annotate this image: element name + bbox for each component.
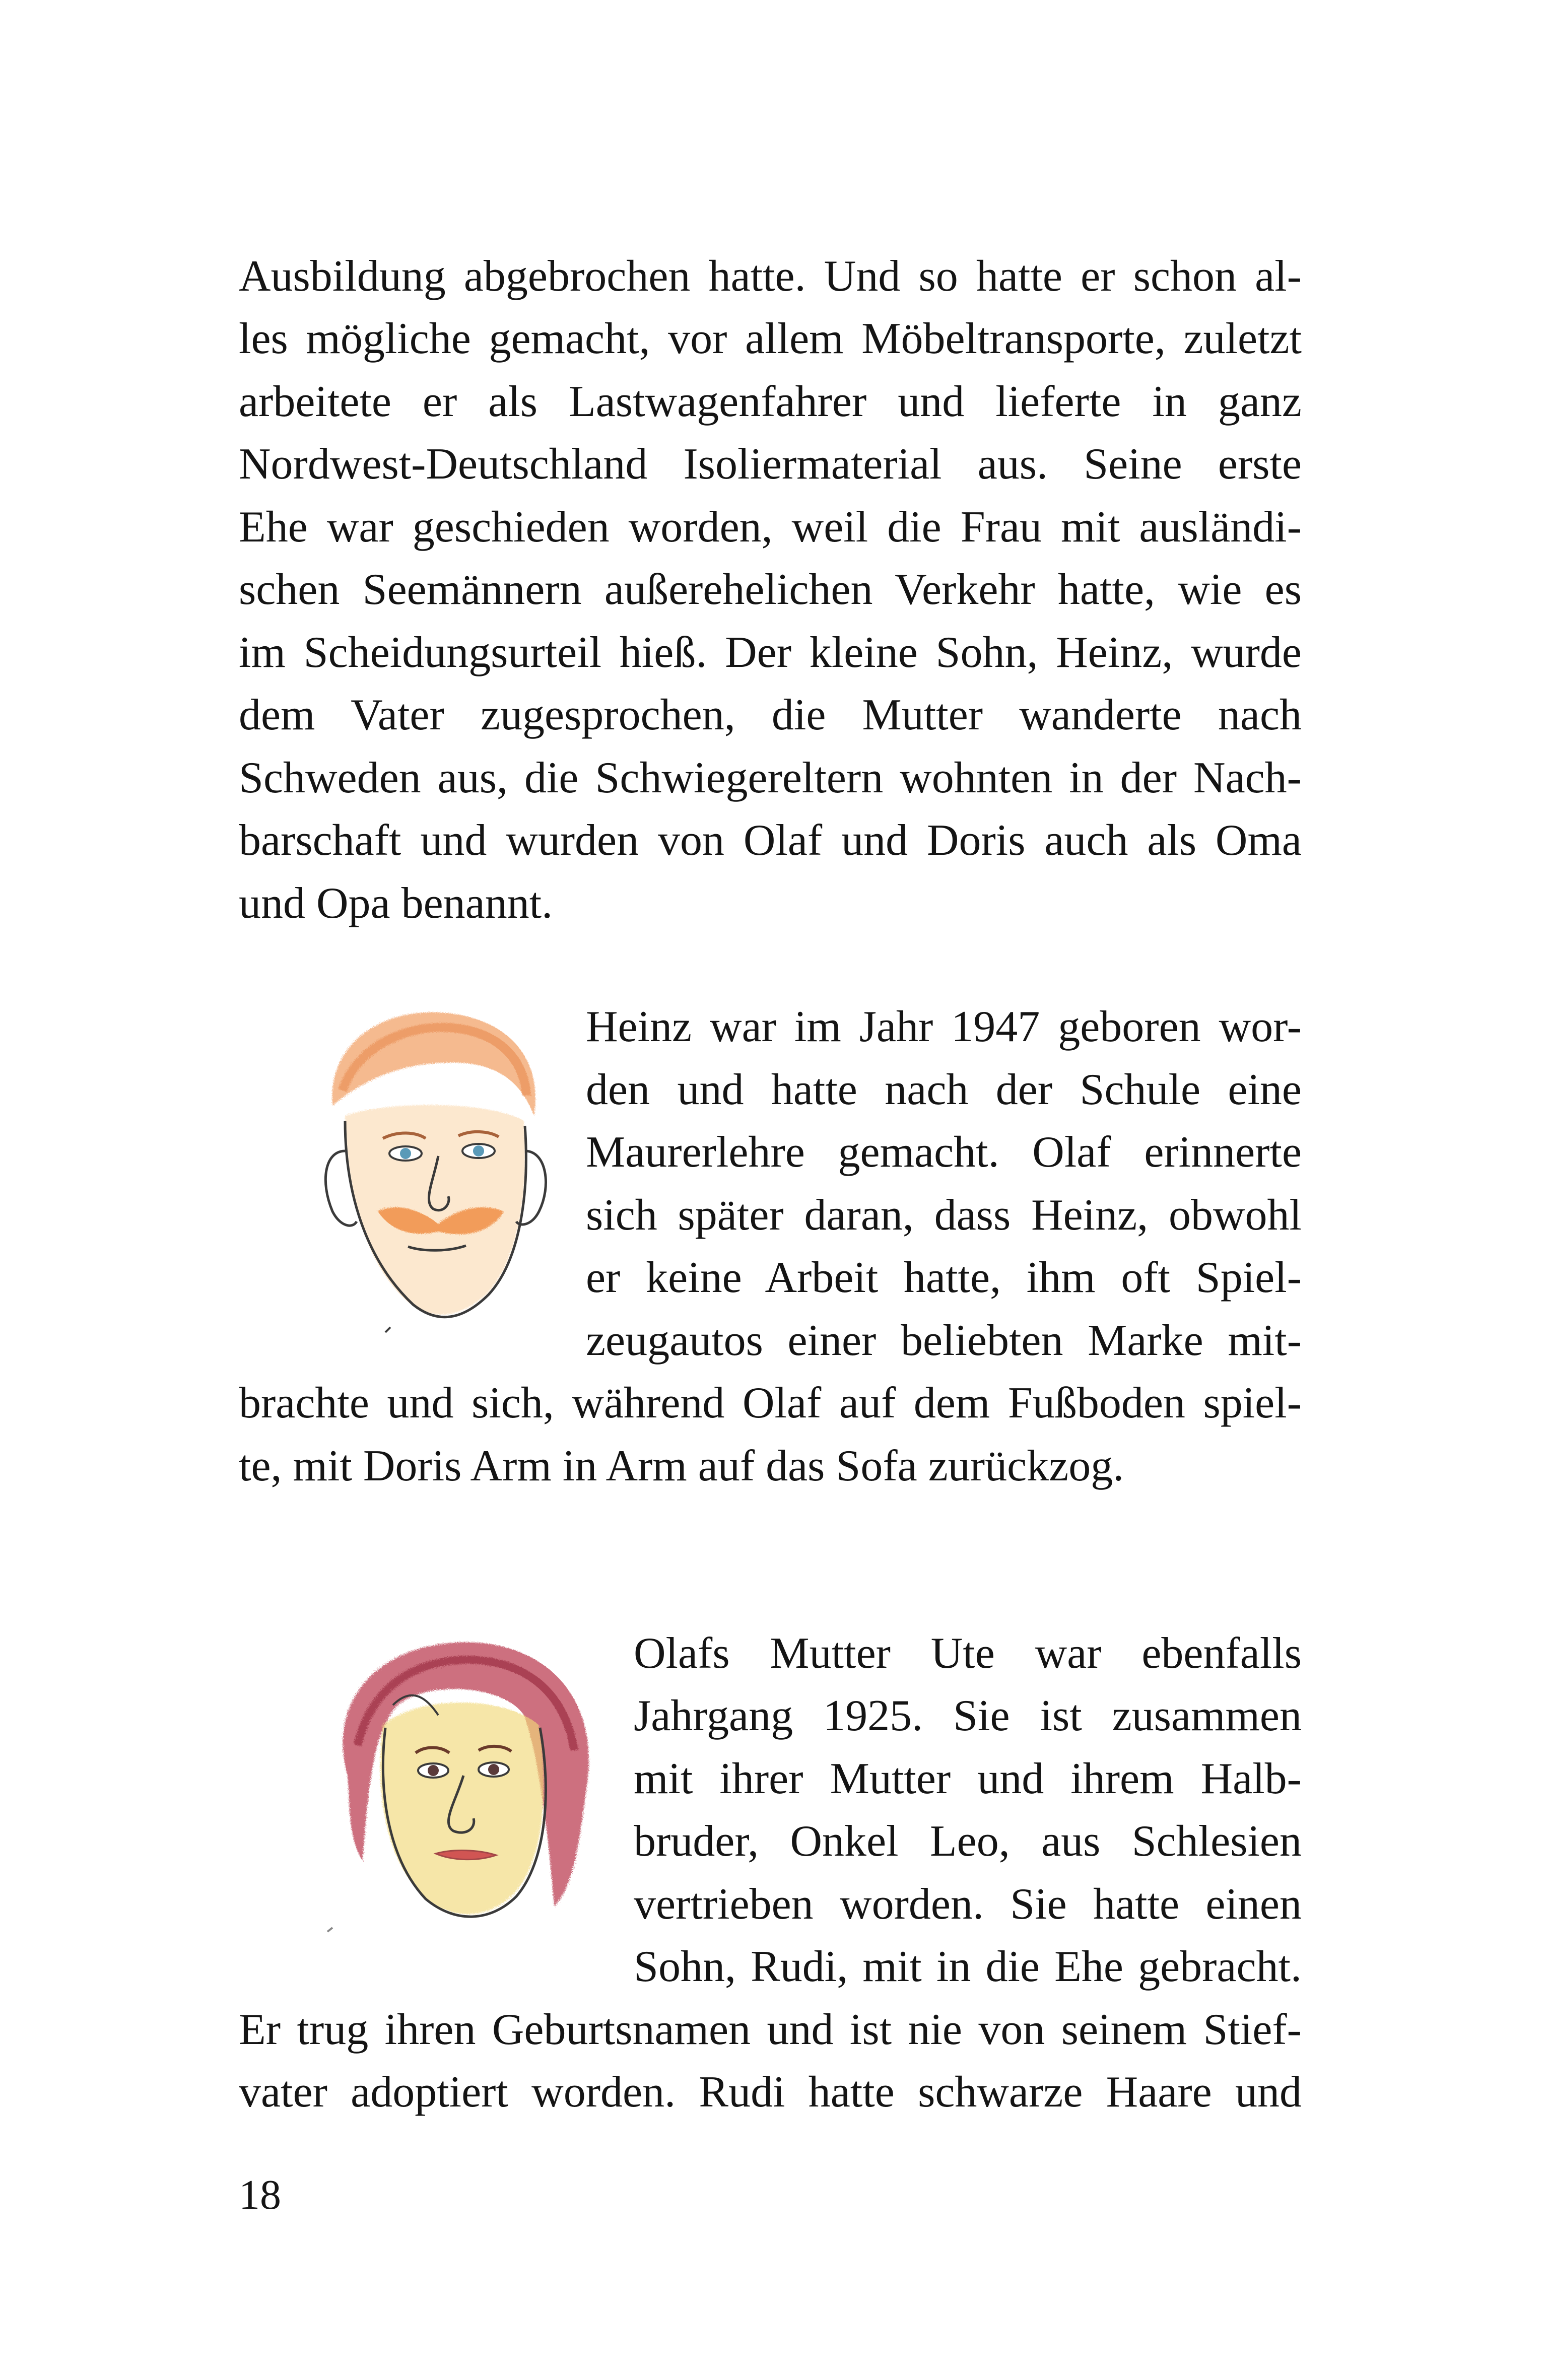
text-line: arbeitete er als Lastwagenfahrer und lieferte in ganz: [239, 377, 1302, 426]
text-line: vater adoptiert worden. Rudi hatte schwarze Haare und: [239, 2068, 1302, 2117]
text-line: Ehe war geschieden worden, weil die Frau mit ausländi-: [239, 503, 1302, 552]
text-line: Maurerlehre gemacht. Olaf erinnerte: [586, 1128, 1302, 1177]
text-line: dem Vater zugesprochen, die Mutter wanderte nach: [239, 691, 1302, 739]
page-number: 18: [239, 2171, 281, 2218]
text-line: er keine Arbeit hatte, ihm oft Spiel-: [586, 1253, 1302, 1302]
text-line: schen Seemännern außerehelichen Verkehr hatte, wie es: [239, 565, 1302, 614]
text-line: brachte und sich, während Olaf auf dem Fußboden spiel-: [239, 1379, 1302, 1427]
text-line: zeugautos einer beliebten Marke mit-: [586, 1316, 1302, 1365]
portrait-heinz-illustration: [297, 1000, 579, 1363]
text-line: Sohn, Rudi, mit in die Ehe gebracht.: [634, 1942, 1302, 1991]
text-line: les mögliche gemacht, vor allem Möbeltransporte, zuletzt: [239, 314, 1302, 363]
text-line: vertrieben worden. Sie hatte einen: [634, 1880, 1302, 1929]
text-line: Heinz war im Jahr 1947 geboren wor-: [586, 1002, 1302, 1051]
text-line: Nordwest-Deutschland Isoliermaterial aus. Seine erste: [239, 440, 1302, 489]
text-line: Jahrgang 1925. Sie ist zusammen: [634, 1691, 1302, 1740]
text-line: barschaft und wurden von Olaf und Doris auch als Oma: [239, 816, 1302, 865]
text-line: sich später daran, dass Heinz, obwohl: [586, 1191, 1302, 1240]
text-line: und Opa benannt.: [239, 879, 553, 928]
text-line: Schweden aus, die Schwiegereltern wohnten in der Nach-: [239, 754, 1302, 802]
text-line: Olafs Mutter Ute war ebenfalls: [634, 1629, 1302, 1678]
text-line: bruder, Onkel Leo, aus Schlesien: [634, 1817, 1302, 1866]
text-line: te, mit Doris Arm in Arm auf das Sofa zurückzog.: [239, 1442, 1124, 1490]
text-line: im Scheidungsurteil hieß. Der kleine Sohn, Heinz, wurde: [239, 628, 1302, 677]
text-line: Ausbildung abgebrochen hatte. Und so hatte er schon al-: [239, 252, 1302, 301]
text-line: den und hatte nach der Schule eine: [586, 1065, 1302, 1114]
portrait-ute-illustration: [312, 1624, 625, 1952]
text-line: mit ihrer Mutter und ihrem Halb-: [634, 1754, 1302, 1803]
text-line: Er trug ihren Geburtsnamen und ist nie von seinem Stief-: [239, 2005, 1302, 2054]
